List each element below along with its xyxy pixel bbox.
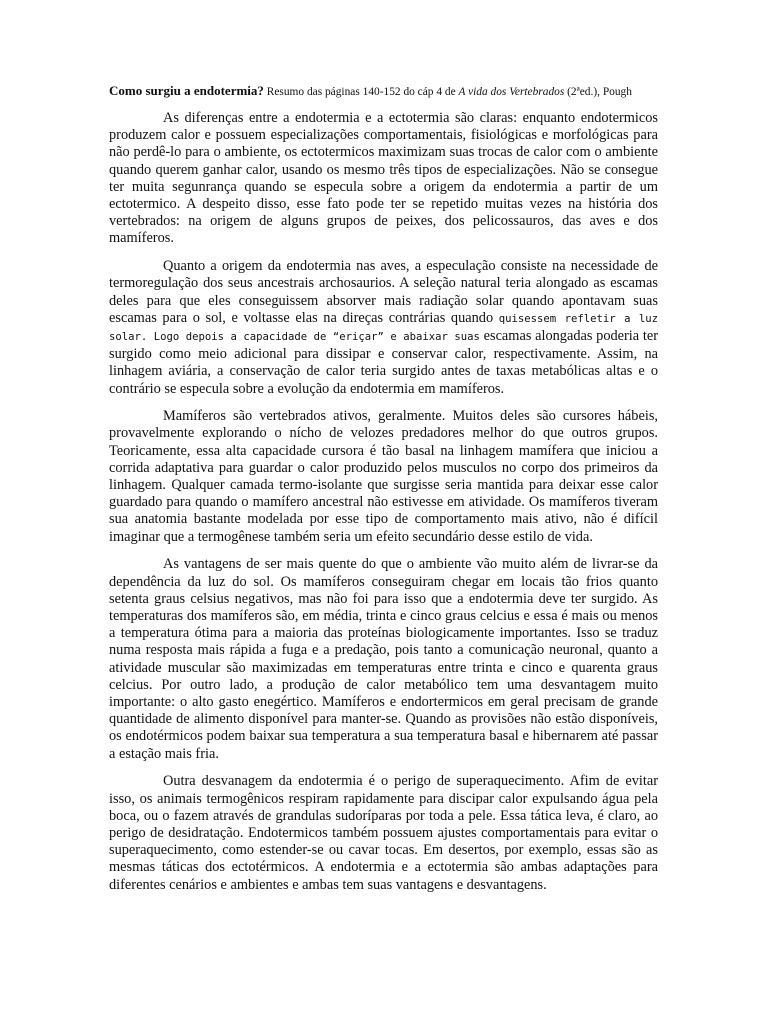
paragraph-advantages: As vantagens de ser mais quente do que o ambiente vão muito além de livrar-se da dependência da luz do sol. Os mamíferos conseguiram chegar em locais tão frios quanto setenta graus celsius negativos, mas não foi para isso que a endotermia deve ter surgido. As temperaturas dos mamíferos são, em média, trinta e cinco graus celcius e essa é mais ou menos a temperatura ótima para a maioria das proteínas biologicamente importantes. Isso se traduz numa resposta mais rápida a fuga e a predação, pois tanto a comunicação neuronal, quanto a atividade muscular são maximizadas em temperaturas entre trinta e cinco e quarenta graus celcius. Por outro lado, a produção de calor metabólico tem uma desvantagem muito importante: o alto gasto enegértico. Mamíferos e endortermicos em geral precisam de grande quantidade de alimento disponível para manter-se. Quando as provisões não estão disponíveis, os endotérmicos podem baixar sua temperatura a sua temperatura basal e hibernarem até passar a estação mais fria. — [109, 556, 658, 762]
paragraph-birds-endothermy — [109, 258, 658, 398]
paragraph-disadvantages: Outra desvanagem da endotermia é o perigo de superaquecimento. Afim de evitar isso, os animais termogênicos respiram rapidamente para discipar calor expulsando água pela boca, ou o fazem através de grandulas sudoríparas por toda a pele. Essa tática leva, é claro, ao perigo de desidratação. Endotermicos também possuem ajustes comportamentais para evitar o superaquecimento, como estender-se ou cavar tocas. Em desertos, por exemplo, essas são as mesmas táticas dos ectotérmicos. A endotermia e a ectotermia são ambas adaptações para diferentes cenários e ambientes e ambas tem suas vantagens e desvantagens. — [109, 773, 658, 893]
summary-prefix: Resumo das páginas 140-152 do cáp 4 de — [263, 86, 459, 98]
paragraph-mammals-active: Mamíferos são vertebrados ativos, geralmente. Muitos deles são cursores hábeis, provavelmente explorando o nícho de velozes predadores melhor do que outros grupos. Teoricamente, essa alta capacidade cursora é tão basal na linhagem mamífera que iniciou a corrida adaptativa para guardar o calor produzido pelos musculos no corpo dos primeiros da linhagem. Qualquer camada termo-isolante que surgisse seria mantida para deixar esse calor guardado para quando o mamífero ancestral não estivesse em atividade. Os mamíferos tiveram sua anatomia bastante modelada por esse tipo de comportamento mais ativo, não é difícil imaginar que a termogênese também seria um efeito secundário desse estilo de vida. — [109, 408, 658, 545]
paragraph-birds-text-end: escamas alongadas poderia ter surgido como meio adicional para dissipar e conservar calor, respectivamente. Assim, na linhagem aviária, a conservação de calor teria surgido antes de taxas metabólicas altas e o contrário se especula sobre a evolução da endotermia em mamíferos. — [109, 327, 658, 397]
book-title: A vida dos Vertebrados — [458, 86, 565, 98]
document-title: Como surgiu a endotermia? — [109, 83, 264, 98]
paragraph-birds-text-start: Quanto a origem da endotermia nas aves, a especulação consiste na necessidade de termoregulação dos seus ancestrais archosaurios. A seleção natural teria alongado as escamas deles para que eles conseguissem absorver mais radiação solar quando apontavam suas escamas para o sol, e voltasse elas na direças contrárias quando — [109, 258, 658, 326]
summary-suffix: (2ªed.), Pough — [564, 86, 632, 98]
paragraph-birds-text-mono: quisessem refletir a luz solar. Logo depois a capacidade de “eriçar” e abaixar suas — [109, 312, 659, 343]
document-header — [109, 84, 658, 99]
document-page — [109, 84, 658, 904]
paragraph-differences: As diferenças entre a endotermia e a ectotermia são claras: enquanto endotermicos produzem calor e possuem especializações comportamentais, fisiológicas e morfológicas para não perdê-lo para o ambiente, os ectotermicos maximizam suas trocas de calor com o ambiente quando querem ganhar calor, usando os mesmo três tipos de especializações. Não se consegue ter muita segunrança quando se especula sobre a origem da endotermia a partir de um ectotermico. A despeito disso, esse fato pode ter se repetido muitas vezes na história dos vertebrados: na origem de alguns grupos de peixes, dos pelicossauros, das aves e dos mamíferos. — [109, 110, 658, 247]
